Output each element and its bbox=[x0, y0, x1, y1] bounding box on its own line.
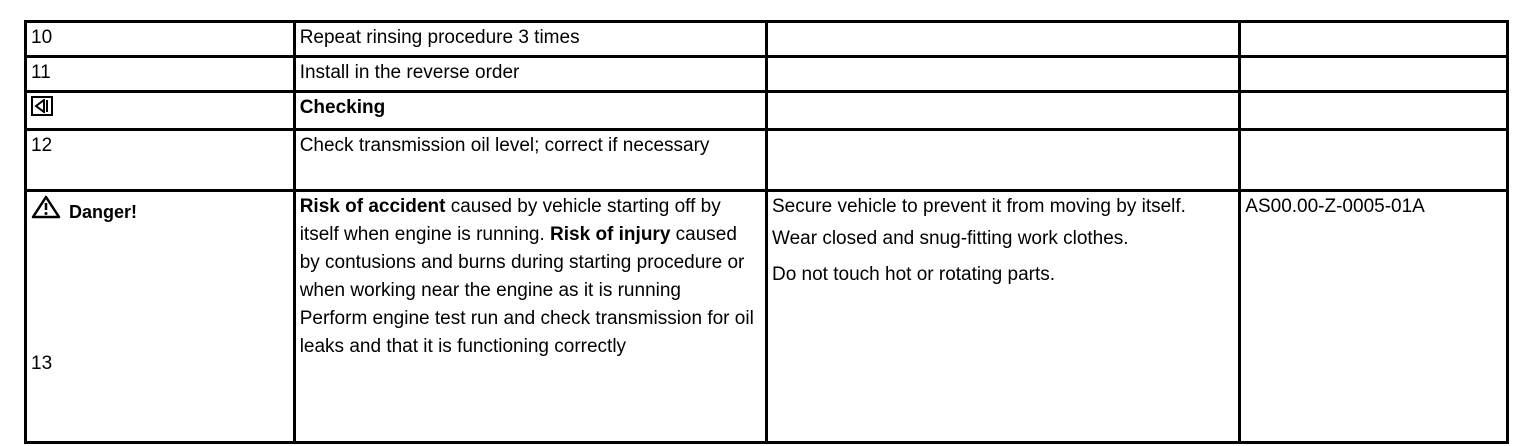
warning-text: caused by contusions and burns during starting procedure or when working near the engine as it is running bbox=[299, 224, 745, 301]
safety-measure: Do not touch hot or rotating parts. bbox=[771, 264, 1056, 285]
step-number: 12 bbox=[26, 130, 295, 191]
step-ref bbox=[1240, 92, 1508, 130]
step-note bbox=[766, 57, 1239, 92]
step-text: Install in the reverse order bbox=[294, 57, 766, 92]
step-text-cell bbox=[294, 191, 766, 443]
step-text: Repeat rinsing procedure 3 times bbox=[294, 22, 766, 57]
warning-bold: Risk of injury bbox=[550, 224, 671, 245]
step-number-cell bbox=[26, 191, 295, 443]
step-note bbox=[766, 92, 1239, 130]
table-row bbox=[26, 57, 1508, 92]
document-reference: AS00.00-Z-0005-01A bbox=[1240, 191, 1508, 443]
danger-warning-text bbox=[300, 193, 761, 305]
step-number: 13 bbox=[31, 353, 53, 374]
step-number: 10 bbox=[26, 22, 295, 57]
step-ref bbox=[1240, 22, 1508, 57]
safety-measures-cell bbox=[766, 191, 1239, 443]
section-heading: Checking bbox=[294, 92, 766, 130]
danger-label: Danger! bbox=[69, 201, 138, 222]
step-ref bbox=[1240, 57, 1508, 92]
warning-triangle-icon bbox=[31, 195, 61, 228]
step-text: Perform engine test run and check transmission for oil leaks and that it is functioning correctly bbox=[299, 308, 754, 357]
warning-bold: Risk of accident bbox=[299, 196, 446, 217]
table-row bbox=[26, 92, 1508, 130]
safety-measure: Secure vehicle to prevent it from moving by itself. bbox=[771, 196, 1186, 217]
return-arrow-icon bbox=[31, 96, 53, 116]
step-note bbox=[766, 22, 1239, 57]
step-note bbox=[766, 130, 1239, 191]
table-row bbox=[26, 22, 1508, 57]
table-row bbox=[26, 191, 1508, 443]
danger-marker bbox=[31, 195, 289, 228]
warning-text: caused by vehicle starting off by itself when engine is running. bbox=[299, 196, 721, 245]
table-row bbox=[26, 130, 1508, 191]
step-text: Check transmission oil level; correct if necessary bbox=[294, 130, 766, 191]
procedure-table bbox=[24, 20, 1509, 444]
step-number-cell bbox=[26, 92, 295, 130]
safety-measure: Wear closed and snug-fitting work clothes. bbox=[771, 228, 1129, 249]
step-ref bbox=[1240, 130, 1508, 191]
step-number: 11 bbox=[26, 57, 295, 92]
